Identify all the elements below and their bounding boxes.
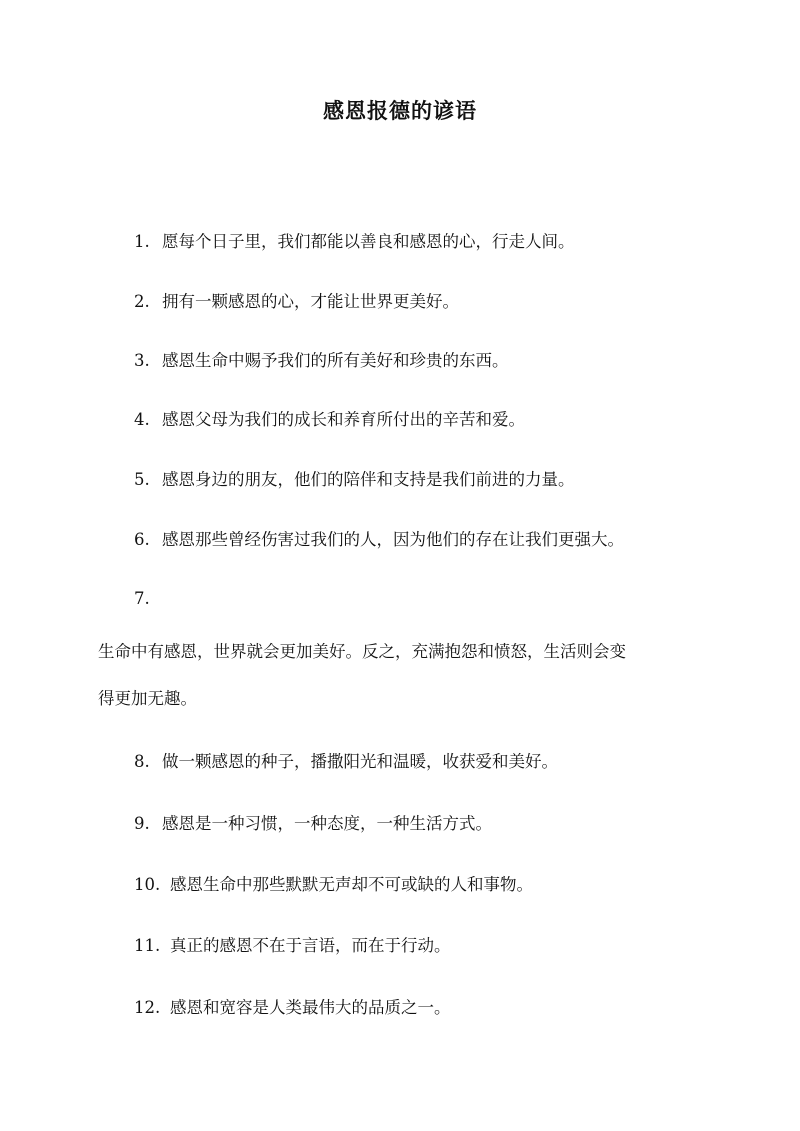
list-item-4 <box>134 406 734 434</box>
item-text: 感恩生命中赐予我们的所有美好和珍贵的东西。 <box>162 351 509 370</box>
item-7-paragraph-line-2: 得更加无趣。 <box>98 689 197 708</box>
list-item-8 <box>134 748 734 776</box>
item-number: 10. <box>134 875 161 894</box>
item-text: 感恩生命中那些默默无声却不可或缺的人和事物。 <box>170 875 533 894</box>
item-text: 拥有一颗感恩的心，才能让世界更美好。 <box>162 292 459 311</box>
list-item-9 <box>134 810 734 838</box>
list-item-6 <box>134 526 734 554</box>
item-text: 感恩身边的朋友，他们的陪伴和支持是我们前进的力量。 <box>162 470 575 489</box>
document-title: 感恩报德的谚语 <box>323 98 477 123</box>
item-text: 感恩是一种习惯，一种态度，一种生活方式。 <box>162 814 492 833</box>
item-number: 8. <box>134 752 150 771</box>
item-text: 真正的感恩不在于言语，而在于行动。 <box>170 936 451 955</box>
item-text: 愿每个日子里，我们都能以善良和感恩的心，行走人间。 <box>162 232 575 251</box>
list-item-7 <box>134 585 734 613</box>
item-number: 5. <box>134 470 150 489</box>
item-number: 1. <box>134 232 150 251</box>
item-number: 9. <box>134 814 150 833</box>
list-item-3 <box>134 347 734 375</box>
item-number: 3. <box>134 351 150 370</box>
list-item-10 <box>134 871 734 899</box>
item-number: 11. <box>134 936 161 955</box>
list-item-11 <box>134 932 734 960</box>
item-number: 4. <box>134 410 150 429</box>
item-number: 2. <box>134 292 150 311</box>
list-item-2 <box>134 288 734 316</box>
list-item-12 <box>134 994 734 1022</box>
item-text: 感恩父母为我们的成长和养育所付出的辛苦和爱。 <box>162 410 525 429</box>
item-text: 感恩和宽容是人类最伟大的品质之一。 <box>170 998 451 1017</box>
item-7-paragraph-line-1: 生命中有感恩，世界就会更加美好。反之，充满抱怨和愤怒，生活则会变 <box>98 642 626 661</box>
item-text: 感恩那些曾经伤害过我们的人，因为他们的存在让我们更强大。 <box>162 530 624 549</box>
list-item-1 <box>134 228 734 256</box>
item-number: 7. <box>134 589 150 608</box>
item-number: 12. <box>134 998 161 1017</box>
item-text: 做一颗感恩的种子，播撒阳光和温暖，收获爱和美好。 <box>162 752 558 771</box>
item-number: 6. <box>134 530 150 549</box>
list-item-5 <box>134 466 734 494</box>
